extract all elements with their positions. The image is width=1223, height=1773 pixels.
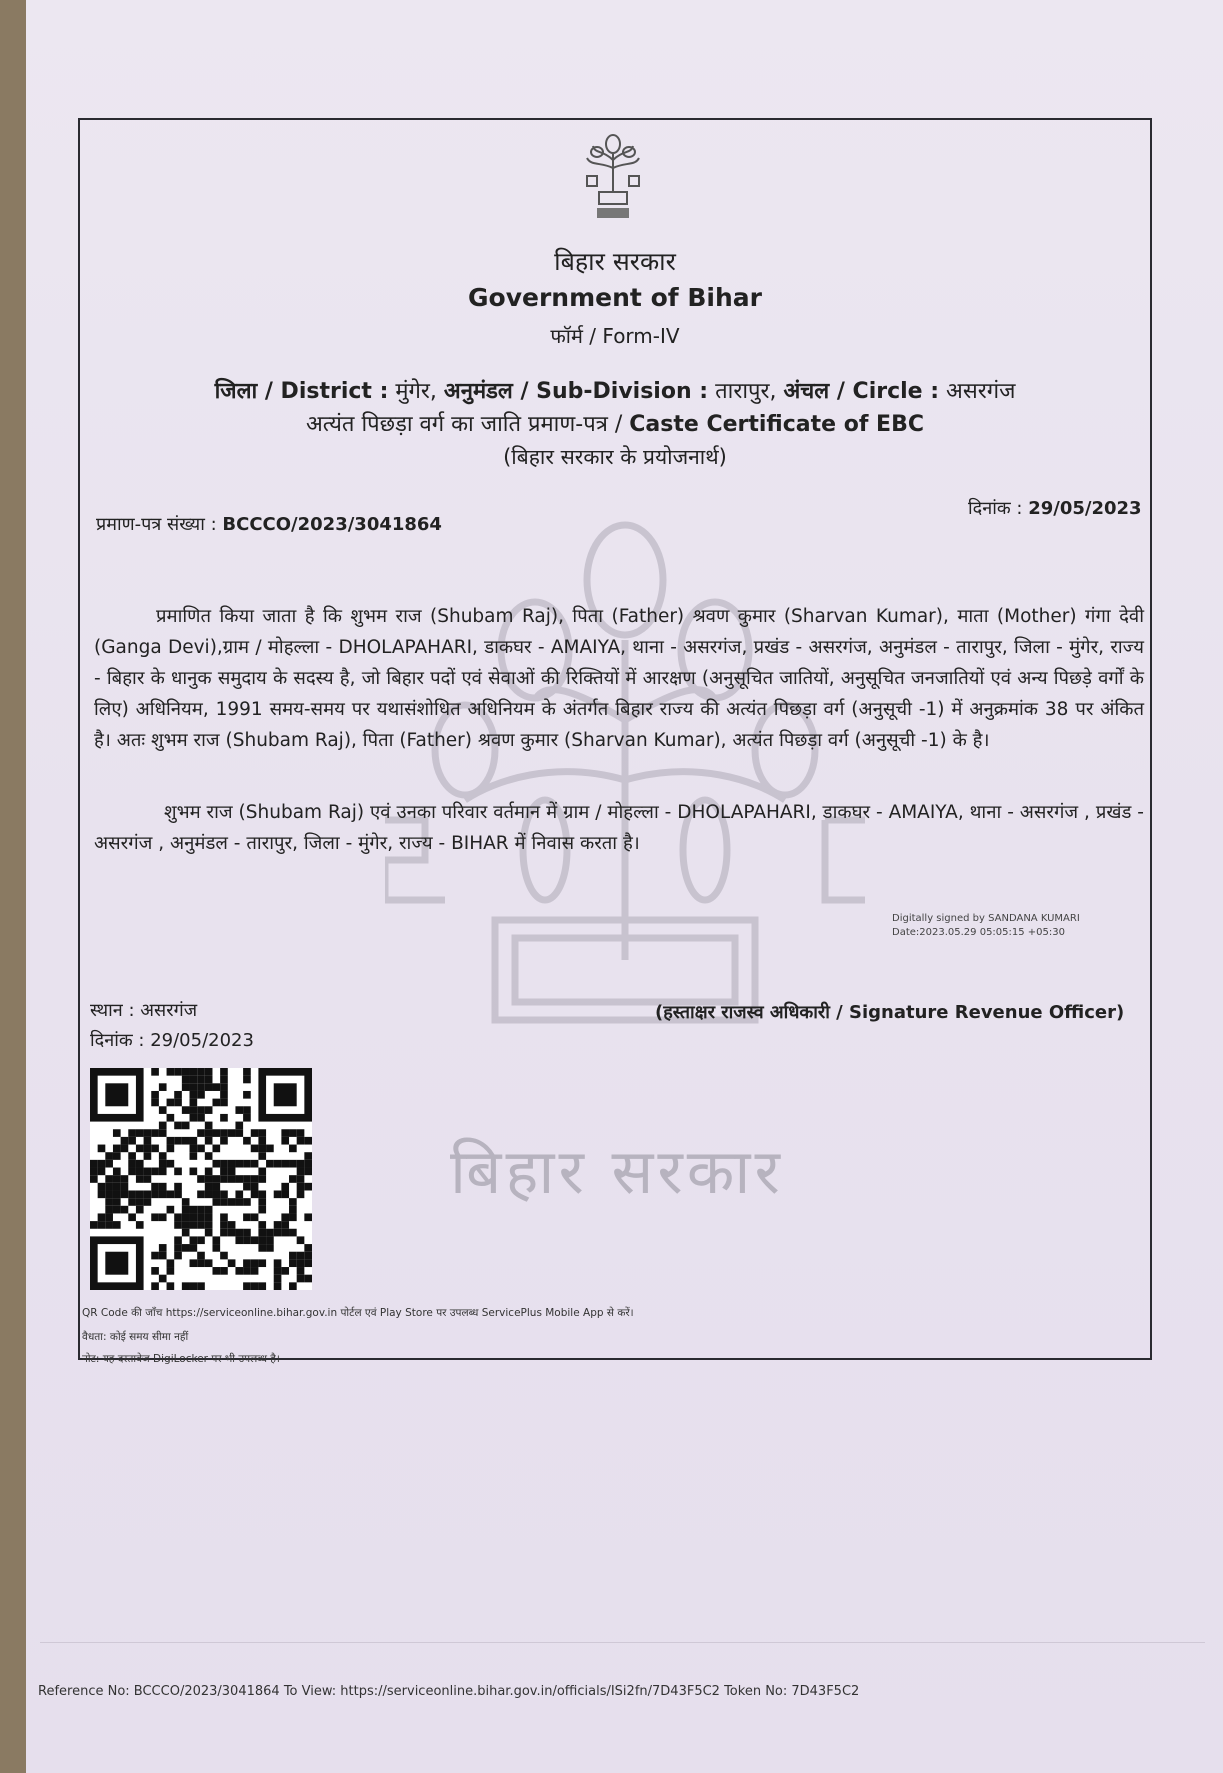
subdivision-label: अनुमंडल / Sub-Division :	[443, 379, 709, 404]
place-label: स्थान : असरगंज	[90, 1000, 198, 1021]
footer-divider	[40, 1642, 1205, 1643]
issue-date-value: 29/05/2023	[1028, 498, 1142, 519]
district-line	[78, 375, 1152, 405]
digital-signature-signer: Digitally signed by SANDANA KUMARI	[892, 913, 1080, 924]
signature-officer-label: (हस्ताक्षर राजस्व अधिकारी / Signature Revenue Officer)	[655, 1002, 1125, 1023]
form-label: फॉर्म / Form-IV	[550, 324, 680, 348]
district-label: जिला / District :	[214, 379, 389, 404]
circle-label: अंचल / Circle :	[783, 379, 940, 404]
digital-signature-date: Date:2023.05.29 05:05:15 +05:30	[892, 927, 1065, 938]
reference-footer: Reference No: BCCCO/2023/3041864 To View: https://serviceonline.bihar.gov.in/officials/ISi2fn/7D43F5C2 Token No: 7D43F5C2	[38, 1684, 860, 1699]
certificate-number-value: BCCCO/2023/3041864	[222, 514, 442, 535]
certificate-title-english: Caste Certificate of EBC	[629, 412, 924, 437]
certificate-title-hindi: अत्यंत पिछड़ा वर्ग का जाति प्रमाण-पत्र /	[305, 412, 623, 437]
certificate-title	[78, 408, 1152, 438]
qr-verification-note: QR Code की जाँच https://serviceonline.bihar.gov.in पोर्टल एवं Play Store पर उपलब्ध ServicePlus Mobile App से करें।	[82, 1307, 634, 1319]
circle-value: असरगंज	[946, 379, 1016, 404]
government-title-hindi: बिहार सरकार	[554, 247, 676, 276]
qr-code-icon	[90, 1068, 312, 1290]
bihar-emblem-icon	[573, 132, 653, 222]
watermark-text: बिहार सरकार	[450, 1135, 784, 1208]
subdivision-value: तारापुर,	[715, 379, 777, 404]
digital-signature	[892, 912, 1080, 940]
issue-date	[968, 496, 1142, 520]
district-value: मुंगेर,	[395, 379, 437, 404]
certificate-number	[96, 512, 442, 536]
validity-note: वैधता: कोई समय सीमा नहीं	[82, 1331, 189, 1343]
digilocker-note: नोट: यह दस्तावेज DigiLocker पर भी उपलब्ध है।	[82, 1353, 280, 1365]
certificate-purpose: (बिहार सरकार के प्रयोजनार्थ)	[503, 445, 727, 469]
certificate-body-paragraph-1: प्रमाणित किया जाता है कि शुभम राज (Shubam Raj), पिता (Father) श्रवण कुमार (Sharvan Kumar), माता (Mother) गंगा देवी (Ganga Devi),ग्राम / मोहल्ला - DHOLAPAHARI, डाकघर - AMAIYA, थाना - असरगंज, प्रखंड - असरगंज, अनुमंडल - तारापुर, जिला - मुंगेर, राज्य - बिहार के धानुक समुदाय के सदस्य है, जो बिहार पदों एवं सेवाओं की रिक्तियों में आरक्षण (अनुसूचित जातियों, अनुसूचित जनजातियों एवं अन्य पिछड़े वर्गों के लिए) अधिनियम, 1991 समय-समय पर यथासंशोधित अधिनियम के अंतर्गत बिहार राज्य की अत्यंत पिछड़ा वर्ग (अनुसूची -1) में अनुक्रमांक 38 पर अंकित है। अतः शुभम राज (Shubam Raj), पिता (Father) श्रवण कुमार (Sharvan Kumar), अत्यंत पिछड़ा वर्ग (अनुसूची -1) के है।	[94, 606, 1144, 751]
place-date: दिनांक : 29/05/2023	[90, 1030, 254, 1051]
issue-date-label: दिनांक :	[968, 498, 1023, 519]
certificate-body-paragraph-2: शुभम राज (Shubam Raj) एवं उनका परिवार वर्तमान में ग्राम / मोहल्ला - DHOLAPAHARI, डाकघर - AMAIYA, थाना - असरगंज , प्रखंड - असरगंज , अनुमंडल - तारापुर, जिला - मुंगेर, राज्य - BIHAR में निवास करता है।	[94, 802, 1144, 854]
government-title-english: Government of Bihar	[468, 283, 762, 312]
certificate-number-label: प्रमाण-पत्र संख्या :	[96, 514, 217, 535]
